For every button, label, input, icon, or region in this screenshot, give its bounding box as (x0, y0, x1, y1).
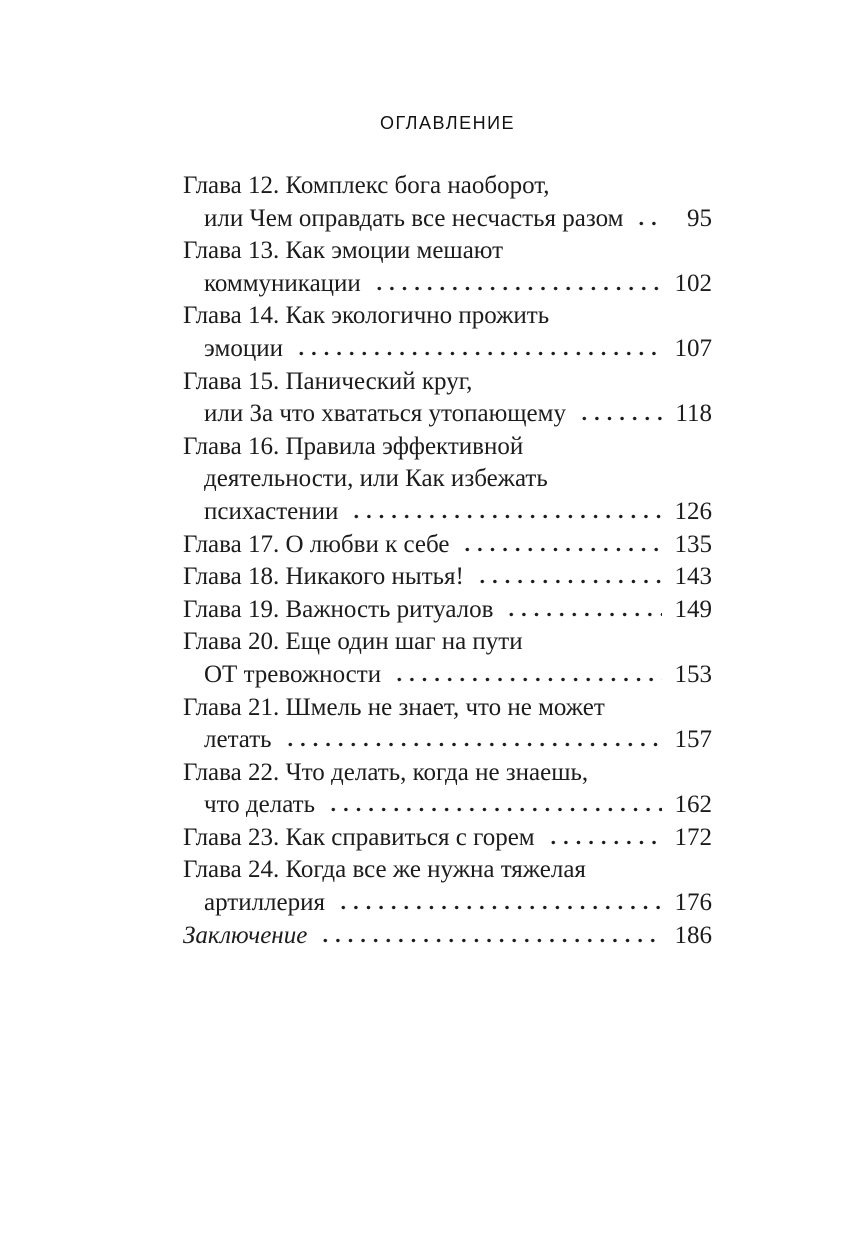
dot-leader (334, 905, 662, 910)
toc-page-number: 95 (687, 204, 712, 232)
toc-entry (183, 300, 712, 365)
dot-leader (458, 547, 662, 552)
toc-line-text: Глава 21. Шмель не знает, что не может (183, 693, 605, 721)
toc-line-text: психастении (204, 497, 339, 525)
dot-leader (370, 286, 662, 291)
toc-line (183, 626, 712, 659)
toc-entry (183, 692, 712, 757)
toc-line-text: Глава 14. Как экологично прожить (183, 302, 550, 330)
toc-page-number: 135 (674, 530, 712, 558)
toc-page-number: 126 (674, 497, 712, 525)
toc-line (183, 659, 712, 692)
toc-entry (183, 757, 712, 822)
toc-line (183, 561, 712, 594)
dot-leader (324, 807, 662, 812)
toc-page-number: 143 (674, 563, 712, 591)
toc-line (183, 431, 712, 464)
toc-entry (183, 822, 712, 855)
toc-line-text: артиллерия (204, 889, 325, 917)
toc-entry (183, 235, 712, 300)
dot-leader (281, 742, 662, 747)
dot-leader (390, 677, 662, 682)
toc-entry (183, 366, 712, 431)
toc-list (183, 170, 712, 952)
toc-line (183, 692, 712, 725)
toc-line (183, 594, 712, 627)
toc-line-text: Глава 17. О любви к себе (183, 530, 450, 558)
toc-entry (183, 626, 712, 691)
dot-leader (632, 221, 662, 226)
toc-line (183, 203, 712, 236)
toc-page-number: 176 (674, 889, 712, 917)
toc-line (183, 463, 712, 496)
dot-leader (544, 840, 662, 845)
toc-entry (183, 170, 712, 235)
toc-line-text: Глава 19. Важность ритуалов (183, 595, 494, 623)
toc-line-text: Глава 24. Когда все же нужна тяжелая (183, 856, 586, 884)
toc-line (183, 789, 712, 822)
toc-line-text: ОТ тревожности (204, 660, 382, 688)
toc-line-text: или Чем оправдать все несчастья разом (204, 204, 624, 232)
toc-content (183, 113, 712, 952)
toc-page-number: 186 (674, 921, 712, 949)
toc-line-text: деятельности, или Как избежать (204, 465, 548, 493)
toc-line-text: Глава 15. Панический круг, (183, 367, 473, 395)
toc-page-number: 162 (674, 791, 712, 819)
toc-page-number: 157 (674, 726, 712, 754)
toc-page-number: 172 (674, 823, 712, 851)
toc-entry (183, 594, 712, 627)
toc-line (183, 887, 712, 920)
toc-line (183, 398, 712, 431)
toc-line (183, 757, 712, 790)
toc-line-text: Глава 12. Комплекс бога наоборот, (183, 172, 550, 199)
toc-page-number: 102 (674, 269, 712, 297)
toc-page-number: 153 (674, 660, 712, 688)
toc-page-number: 107 (674, 334, 712, 362)
toc-entry (183, 920, 712, 953)
toc-line-text: Глава 23. Как справиться с горем (183, 823, 535, 851)
toc-line-text: Глава 13. Как эмоции мешают (183, 237, 504, 265)
dot-leader (292, 351, 662, 356)
page-title: ОГЛАВЛЕНИЕ (379, 113, 516, 133)
toc-line (183, 333, 712, 366)
toc-line-text: эмоции (204, 334, 283, 362)
toc-line-text: Глава 18. Никакого нытья! (183, 563, 464, 591)
toc-line-text: что делать (204, 791, 315, 819)
toc-line (183, 496, 712, 529)
dot-leader (575, 416, 662, 421)
toc-entry (183, 561, 712, 594)
toc-entry (183, 854, 712, 919)
toc-line-text: или За что хвататься утопающему (204, 400, 566, 428)
toc-line-text: Заключение (183, 921, 308, 949)
toc-line (183, 268, 712, 301)
toc-line (183, 920, 712, 953)
dot-leader (502, 612, 662, 617)
toc-line-text: Глава 16. Правила эффективной (183, 432, 524, 460)
toc-line (183, 854, 712, 887)
toc-line (183, 235, 712, 268)
toc-entry (183, 431, 712, 529)
toc-line-text: летать (204, 726, 272, 754)
toc-line (183, 170, 712, 203)
toc-line (183, 366, 712, 399)
toc-line (183, 529, 712, 562)
toc-page-number: 118 (675, 400, 712, 428)
dot-leader (316, 938, 662, 943)
toc-page-number: 149 (674, 595, 712, 623)
toc-line-text: коммуникации (204, 269, 361, 297)
dot-leader (347, 514, 662, 519)
dot-leader (473, 579, 662, 584)
toc-line (183, 300, 712, 333)
toc-line-text: Глава 20. Еще один шаг на пути (183, 628, 523, 656)
toc-entry (183, 529, 712, 562)
toc-line-text: Глава 22. Что делать, когда не знаешь, (183, 758, 589, 786)
toc-line (183, 822, 712, 855)
toc-line (183, 724, 712, 757)
